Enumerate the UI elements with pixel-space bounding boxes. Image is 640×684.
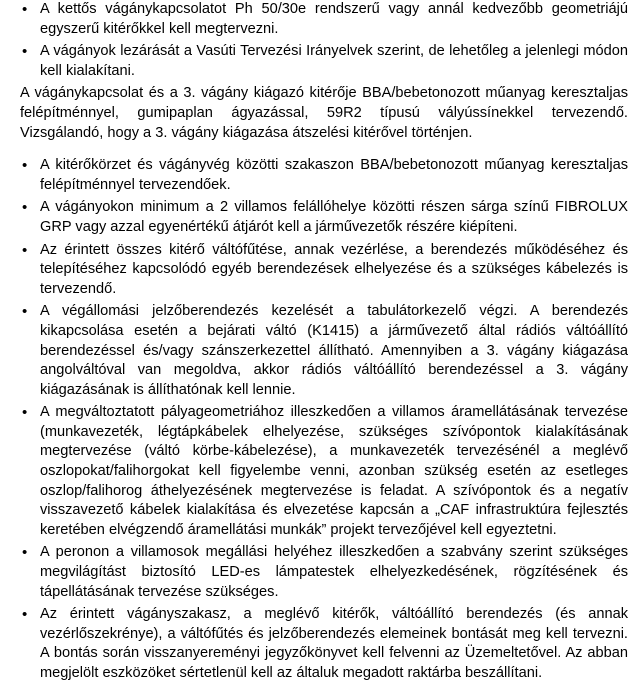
bullet-icon <box>22 302 36 323</box>
body-paragraph: A vágánykapcsolat és a 3. vágány kiágazó kitérője BBA/bebetonozott műanyag keresztaljas felépítménnyel, gumipaplan ágyazással, 59R2 típusú vályússínekkel tervezendő. Vizsgálandó, hogy a 3. vágány kiágazása átszelési kitérővel történjen. <box>20 85 628 141</box>
list-item-text: A megváltoztatott pályageometriához illeszkedően a villamos áramellátásának tervezése (munkavezeték, légtápkábelek elhelyezése, szükséges szívópontok kialakításának megtervezése (váltó körbe-kábelezése), a munkavezeték tervezésénél a meglévő oszlopokat/falihorgokat kell figyelembe venni, azonban szükség esetén az esetleges oszlop/falihorog áthelyezésének megtervezése is feladat. A szívópontok és a negatív visszavezető kábelek kialakítása és elvezetése kapcsán a „CAF infrastruktúra fejlesztés keretében elvégzendő áramellátási munkák” projekt tervezőjével kell egyeztetni. <box>40 404 628 538</box>
bullet-icon <box>22 403 36 424</box>
list-item-text: A kitérőkörzet és vágányvég közötti szakaszon BBA/bebetonozott műanyag keresztaljas felépítménnyel tervezendőek. <box>40 157 628 193</box>
list-item <box>22 543 628 602</box>
list-item <box>22 156 628 195</box>
bullet-icon <box>22 605 36 626</box>
list-item <box>22 605 628 683</box>
list-item <box>22 403 628 540</box>
bullet-icon <box>22 241 36 262</box>
bullet-icon <box>22 42 36 63</box>
bullet-icon <box>22 198 36 219</box>
bullet-icon <box>22 0 36 21</box>
list-item-text: Az érintett vágányszakasz, a meglévő kitérők, váltóállító berendezés (és annak vezérlőszekrénye), a váltófűtés és jelzőberendezés elemeinek bontását meg kell tervezni. A bontás során visszanyereményi jegyzőkönyvet kell felvenni az Üzemeltetővel. Az abban megjelölt eszközöket sértetlenül kell az általuk megadott raktárba beszállítani. <box>40 606 628 681</box>
bullet-icon <box>22 156 36 177</box>
list-item-text: A vágányokon minimum a 2 villamos felállóhelye közötti részen sárga színű FIBROLUX GRP vagy azzal egyenértékű átjárót kell a járművezetők részére kiépíteni. <box>40 199 628 235</box>
list-item-text: A kettős vágánykapcsolatot Ph 50/30e rendszerű vagy annál kedvezőbb geometriájú egyszerű kitérőkkel kell megtervezni. <box>40 1 628 37</box>
list-item <box>22 42 628 81</box>
list-item-text: A végállomási jelzőberendezés kezelését a tabulátorkezelő végzi. A berendezés kikapcsolása esetén a bejárati váltó (K1415) a járművezető által rádiós váltóállító berendezéssel és/vagy szánszerkezettel állítható. Amennyiben a 3. vágány kiágazása angolváltóval van megoldva, akkor rádiós váltóállító berendezéssel a 3. vágány kiágazásának is állíthatónak kell lennie. <box>40 303 628 398</box>
list-item-text: Az érintett összes kitérő váltófűtése, annak vezérlése, a berendezés működéséhez és telepítéséhez kapcsolódó egyéb berendezések elhelyezése és a szükséges kábelezés is tervezendő. <box>40 241 628 297</box>
spacer <box>22 146 628 156</box>
list-item <box>22 0 628 39</box>
list-item <box>22 241 628 300</box>
bullet-list-bottom <box>22 156 628 683</box>
list-item <box>22 198 628 237</box>
list-item-text: A vágányok lezárását a Vasúti Tervezési Irányelvek szerint, de lehetőleg a jelenlegi módon kell kialakítani. <box>40 43 628 79</box>
bullet-list-top <box>22 0 628 81</box>
list-item-text: A peronon a villamosok megállási helyéhez illeszkedően a szabvány szerint szükséges megvilágítást biztosító LED-es lámpatestek elhelyezkedésének, rögzítésének és tápellátásának tervezése szükséges. <box>40 544 628 600</box>
list-item <box>22 302 628 400</box>
bullet-icon <box>22 543 36 564</box>
